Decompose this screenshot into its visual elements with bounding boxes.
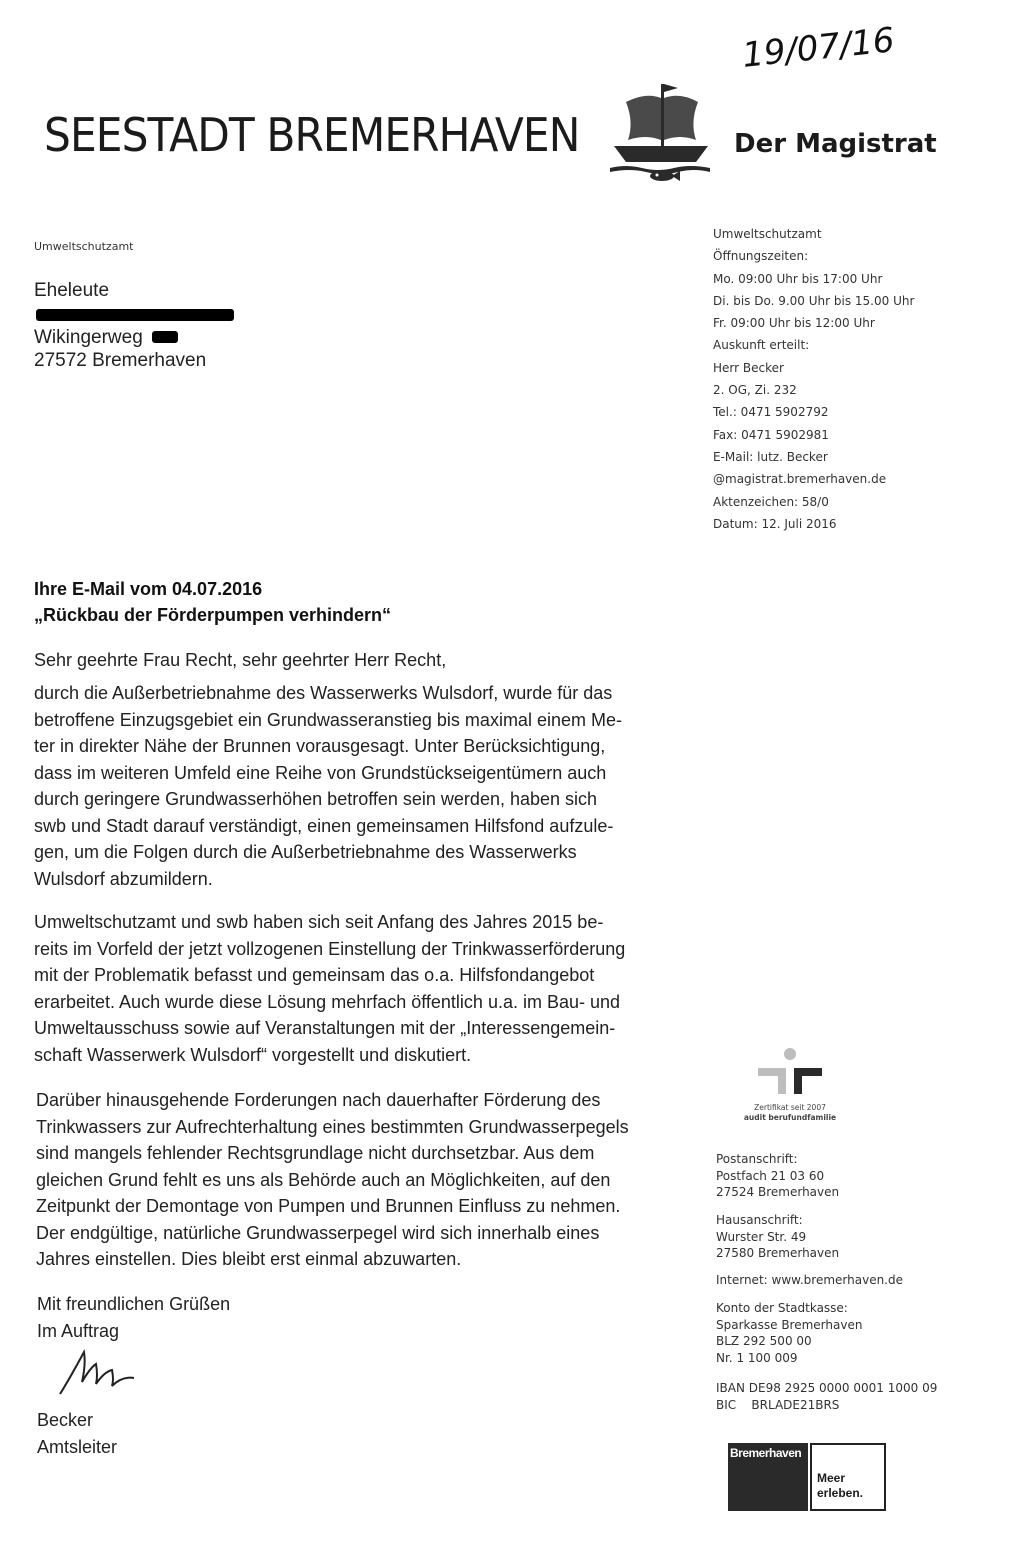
info-line: 2. OG, Zi. 232 xyxy=(713,383,797,398)
salutation: Sehr geehrte Frau Recht, sehr geehrter Herr Recht, xyxy=(34,650,447,670)
signer-title: Amtsleiter xyxy=(37,1436,118,1457)
subject xyxy=(34,576,634,628)
magistrat-title: Der Magistrat xyxy=(734,129,937,159)
signature-icon xyxy=(56,1342,146,1398)
paragraph-3 xyxy=(36,1087,716,1273)
bremerhaven-logo xyxy=(728,1443,808,1511)
text-line: reits im Vorfeld der jetzt vollzogenen Einstellung der Trinkwasserförderung xyxy=(34,938,626,959)
text-line: Zeitpunkt der Demontage von Pumpen und Brunnen Einfluss zu nehmen. xyxy=(36,1196,621,1216)
recipient-line1: Eheleute xyxy=(34,280,110,301)
signer-name: Becker xyxy=(37,1410,94,1430)
text-line: sind mangels fehlender Rechtsgrundlage nicht durchsetzbar. Aus dem xyxy=(36,1143,595,1163)
info-line: Auskunft erteilt: xyxy=(713,338,810,353)
info-line: Öffnungszeiten: xyxy=(713,249,809,264)
footer-line: Postanschrift: xyxy=(716,1152,798,1166)
info-line: @magistrat.bremerhaven.de xyxy=(713,472,887,487)
certificate-line2: audit berufundfamilie xyxy=(743,1113,837,1122)
footer-line: Nr. 1 100 009 xyxy=(716,1350,798,1365)
footer-line: Wurster Str. 49 xyxy=(716,1229,807,1244)
postal-address xyxy=(716,1151,996,1201)
handwritten-date: 19/07/16 xyxy=(740,20,897,76)
logo-left-text: Bremerhaven xyxy=(730,1446,802,1460)
info-line: Herr Becker xyxy=(713,360,784,375)
footer-line: 27524 Bremerhaven xyxy=(716,1185,840,1199)
text-line: Der endgültige, natürliche Grundwasserpegel wird sich innerhalb eines xyxy=(36,1222,600,1243)
info-line: Di. bis Do. 9.00 Uhr bis 15.00 Uhr xyxy=(713,293,915,308)
info-line: Fax: 0471 5902981 xyxy=(713,427,829,442)
text-line: erarbeitet. Auch wurde diese Lösung mehrfach öffentlich u.a. im Bau- und xyxy=(34,991,621,1012)
footer-line: BLZ 292 500 00 xyxy=(716,1334,812,1348)
text-line: Umweltausschuss sowie auf Veranstaltungen mit der „Interessengemein- xyxy=(34,1018,616,1038)
info-line: Mo. 09:00 Uhr bis 17:00 Uhr xyxy=(713,271,883,286)
text-line: gen, um die Folgen durch die Außerbetriebnahme des Wasserwerks xyxy=(34,842,577,862)
info-line: Fr. 09:00 Uhr bis 12:00 Uhr xyxy=(713,316,875,331)
text-line: betroffene Einzugsgebiet ein Grundwasseranstieg bis maximal einem Me- xyxy=(34,709,622,730)
internet xyxy=(716,1272,996,1289)
text-line: dass im weiteren Umfeld eine Reihe von Grundstückseigentümern auch xyxy=(34,762,607,783)
closing-im-auftrag: Im Auftrag xyxy=(37,1320,120,1341)
sender-line: Umweltschutzamt xyxy=(34,240,134,253)
closing-greeting: Mit freundlichen Grüßen xyxy=(37,1294,231,1314)
info-line: E-Mail: lutz. Becker xyxy=(713,449,828,464)
text-line: mit der Problematik befasst und gemeinsam das o.a. Hilfsfondangebot xyxy=(34,965,595,985)
recipient-street: Wikingerweg xyxy=(34,326,143,348)
footer-line: Postfach 21 03 60 xyxy=(716,1168,825,1183)
footer-line: Konto der Stadtkasse: xyxy=(716,1301,848,1315)
recipient-redacted-name xyxy=(34,303,334,326)
footer-line: Hausanschrift: xyxy=(716,1213,803,1227)
certificate-line1: Zertifikat seit 2007 xyxy=(754,1103,826,1112)
footer-line: Sparkasse Bremerhaven xyxy=(716,1317,863,1332)
text-line: ter in direkter Nähe der Brunnen vorausgesagt. Unter Berücksichtigung, xyxy=(34,736,606,756)
text-line: durch die Außerbetriebnahme des Wasserwerks Wulsdorf, wurde für das xyxy=(34,683,613,703)
text-line: durch geringere Grundwasserhöhen betroffen sein werden, haben sich xyxy=(34,789,598,809)
info-line: Umweltschutzamt xyxy=(713,227,822,241)
closing xyxy=(37,1291,337,1344)
certificate-text xyxy=(740,1103,840,1123)
info-line: Aktenzeichen: 58/0 xyxy=(713,494,829,509)
recipient-address xyxy=(34,279,334,373)
text-line: Umweltschutzamt und swb haben sich seit Anfang des Jahres 2015 be- xyxy=(34,912,604,932)
text-line: Trinkwassers zur Aufrechterhaltung eines bestimmten Grundwasserpegels xyxy=(36,1116,629,1137)
footer-line: IBAN DE98 2925 0000 0001 1000 09 xyxy=(716,1381,938,1395)
iban-bic xyxy=(716,1380,996,1413)
audit-logo-icon xyxy=(740,1046,840,1098)
footer-line: 27580 Bremerhaven xyxy=(716,1246,840,1260)
signer xyxy=(37,1407,337,1460)
meer-erleben-logo xyxy=(810,1443,886,1511)
recipient-city: 27572 Bremerhaven xyxy=(34,350,207,371)
recipient-street-line xyxy=(34,326,334,350)
text-line: Wulsdorf abzumildern. xyxy=(34,868,213,889)
footer-line: Internet: www.bremerhaven.de xyxy=(716,1273,903,1287)
paragraph-1 xyxy=(34,680,714,892)
text-line: gleichen Grund fehlt es uns als Behörde auch an Möglichkeiten, auf den xyxy=(36,1169,611,1190)
logo-right-line1: Meer xyxy=(817,1471,846,1485)
info-block xyxy=(713,223,953,535)
info-line: Tel.: 0471 5902792 xyxy=(713,405,829,420)
ship-emblem-icon xyxy=(606,78,716,182)
paragraph-2 xyxy=(34,909,714,1068)
footer-line: BIC BRLADE21BRS xyxy=(716,1397,840,1412)
text-line: swb und Stadt darauf verständigt, einen gemeinsamen Hilfsfond aufzule- xyxy=(34,815,614,836)
subject-line1: Ihre E-Mail vom 04.07.2016 xyxy=(34,579,263,599)
audit-certificate-logo xyxy=(740,1046,840,1126)
info-line: Datum: 12. Juli 2016 xyxy=(713,516,837,531)
bank-account xyxy=(716,1300,996,1366)
text-line: schaft Wasserwerk Wulsdorf“ vorgestellt und diskutiert. xyxy=(34,1044,472,1065)
logo-right-line2: erleben. xyxy=(817,1486,864,1500)
city-title: SEESTADT BREMERHAVEN xyxy=(44,108,580,162)
text-line: Jahres einstellen. Dies bleibt erst einmal abzuwarten. xyxy=(36,1249,462,1269)
subject-line2: „Rückbau der Förderpumpen verhindern“ xyxy=(34,605,392,625)
text-line: Darüber hinausgehende Forderungen nach dauerhafter Förderung des xyxy=(36,1090,601,1110)
house-address xyxy=(716,1212,996,1262)
